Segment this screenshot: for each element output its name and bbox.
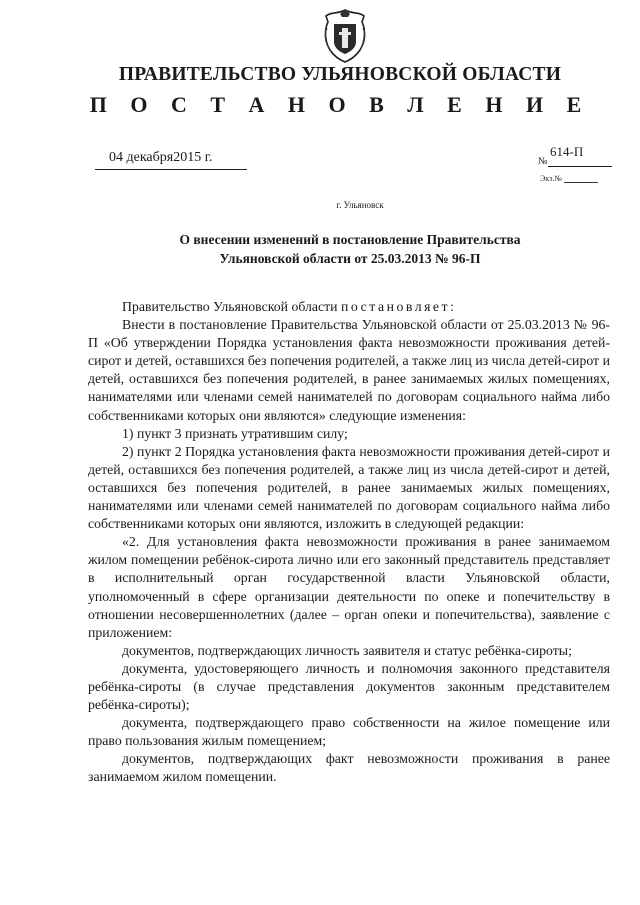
preamble-verb: постановляет: — [341, 299, 457, 314]
preamble — [88, 298, 610, 316]
copy-number — [540, 174, 612, 183]
copy-label: Экз.№ — [540, 174, 562, 183]
number-value: 614-П — [548, 144, 612, 167]
paragraph: Внести в постановление Правительства Ульяновской области от 25.03.2013 № 96-П «Об утверждении Порядка установления факта невозможности проживания детей-сирот и детей, оставшихся без попечения родителей, а также лиц из числа детей-сирот и детей, оставшихся без попечения родителей, в ранее занимаемых жилых помещениях, нанимателями или членами семей нанимателей по договорам социального найма либо собственниками которых они являются» следующие изменения: — [88, 317, 610, 423]
city: г. Ульяновск — [336, 200, 384, 210]
paragraph: 2) пункт 2 Порядка установления факта невозможности проживания детей-сирот и детей, оставшихся без попечения родителей, а также лиц из числа детей-сирот и детей, оставшихся без попечения родителей, в ранее занимаемых жилых помещениях, нанимателями или членами семей нанимателей по договорам социального найма либо собственниками которых они являются, изложить в следующей редакции: — [88, 443, 610, 532]
paragraph: документа, подтверждающего право собственности на жилое помещение или право пользования жилым помещением; — [88, 715, 610, 749]
document-date: 04 декабря2015 г. — [95, 150, 247, 170]
document-type: П О С Т А Н О В Л Е Н И Е — [89, 92, 591, 117]
preamble-text: Правительство Ульяновской области — [122, 299, 342, 314]
coat-of-arms-icon — [322, 8, 368, 64]
document-body — [88, 298, 610, 787]
paragraph: документов, подтверждающих факт невозможности проживания в ранее занимаемом жилом помещении. — [88, 751, 610, 785]
paragraph: документов, подтверждающих личность заявителя и статус ребёнка-сироты; — [122, 642, 572, 658]
copy-blank-line — [564, 182, 598, 183]
paragraph: «2. Для установления факта невозможности проживания в ранее занимаемом жилом помещении ребёнок-сирота лично или его законный представитель представляет в исполнительный орган государственной власти Ульяновской области, уполномоченный в сфере организации деятельности по опеке и попечительству в отношении несовершеннолетних (далее – орган опеки и попечительства), заявление с приложением: — [88, 534, 610, 640]
paragraph: документа, удостоверяющего личность и полномочия законного представителя ребёнка-сироты (в случае представления документов законным представителем ребёнка-сироты); — [88, 660, 610, 713]
paragraph: 1) пункт 3 признать утратившим силу; — [122, 425, 348, 441]
number-sign: № — [538, 156, 548, 167]
government-title: ПРАВИТЕЛЬСТВО УЛЬЯНОВСКОЙ ОБЛАСТИ — [118, 64, 562, 85]
document-subject: О внесении изменений в постановление Правительства Ульяновской области от 25.03.2013 № 96-П — [179, 232, 521, 266]
